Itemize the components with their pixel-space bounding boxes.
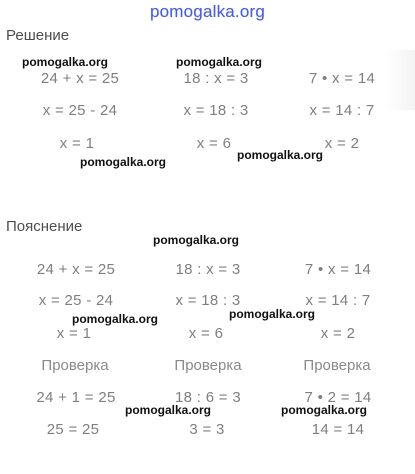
watermark: pomogalka.org — [237, 148, 324, 162]
solution-col3-eq1: 7 • x = 14 — [308, 70, 376, 87]
explanation-col1-check-label: Проверка — [41, 357, 109, 374]
explanation-col3-eq2: x = 14 : 7 — [305, 292, 371, 309]
explanation-col2-check-label: Проверка — [174, 357, 242, 374]
explanation-col2-check1: 18 : 6 = 3 — [175, 389, 241, 406]
explanation-col1-eq2: x = 25 - 24 — [38, 292, 114, 309]
explanation-col1-check1: 24 + 1 = 25 — [36, 389, 116, 406]
scan-shadow — [385, 50, 415, 110]
explanation-col3-check-label: Проверка — [303, 357, 371, 374]
watermark: pomogalka.org — [72, 312, 159, 326]
watermark: pomogalka.org — [229, 307, 316, 321]
explanation-col3-check2: 14 = 14 — [311, 421, 365, 438]
explanation-col2-eq1: 18 : x = 3 — [175, 261, 241, 278]
watermark: pomogalka.org — [125, 403, 212, 417]
explanation-col3-eq3: x = 2 — [320, 325, 356, 342]
watermark: pomogalka.org — [80, 155, 167, 169]
solution-col3-eq3: x = 2 — [324, 135, 360, 152]
solution-col1-eq2: x = 25 - 24 — [42, 102, 118, 119]
watermark: pomogalka.org — [176, 55, 263, 69]
solution-col2-eq1: 18 : x = 3 — [183, 70, 249, 87]
watermark: pomogalka.org — [22, 55, 109, 69]
solution-col1-eq1: 24 + x = 25 — [40, 70, 120, 87]
solution-title: Решение — [6, 27, 70, 44]
explanation-col2-check2: 3 = 3 — [189, 421, 225, 438]
watermark: pomogalka.org — [281, 403, 368, 417]
explanation-col1-eq1: 24 + x = 25 — [36, 261, 116, 278]
solution-col2-eq2: x = 18 : 3 — [183, 102, 249, 119]
solution-col1-eq3: x = 1 — [59, 135, 95, 152]
explanation-col2-eq2: x = 18 : 3 — [175, 292, 241, 309]
explanation-col3-eq1: 7 • x = 14 — [304, 261, 372, 278]
site-header-logo: pomogalka.org — [149, 2, 266, 21]
explanation-col1-eq3: x = 1 — [56, 325, 92, 342]
solution-col2-eq3: x = 6 — [196, 135, 232, 152]
watermark: pomogalka.org — [153, 233, 240, 247]
explanation-title: Пояснение — [6, 218, 83, 235]
explanation-col3-check1: 7 • 2 = 14 — [304, 389, 372, 406]
solution-col3-eq2: x = 14 : 7 — [309, 102, 375, 119]
explanation-col2-eq3: x = 6 — [188, 325, 224, 342]
explanation-col1-check2: 25 = 25 — [46, 421, 100, 438]
